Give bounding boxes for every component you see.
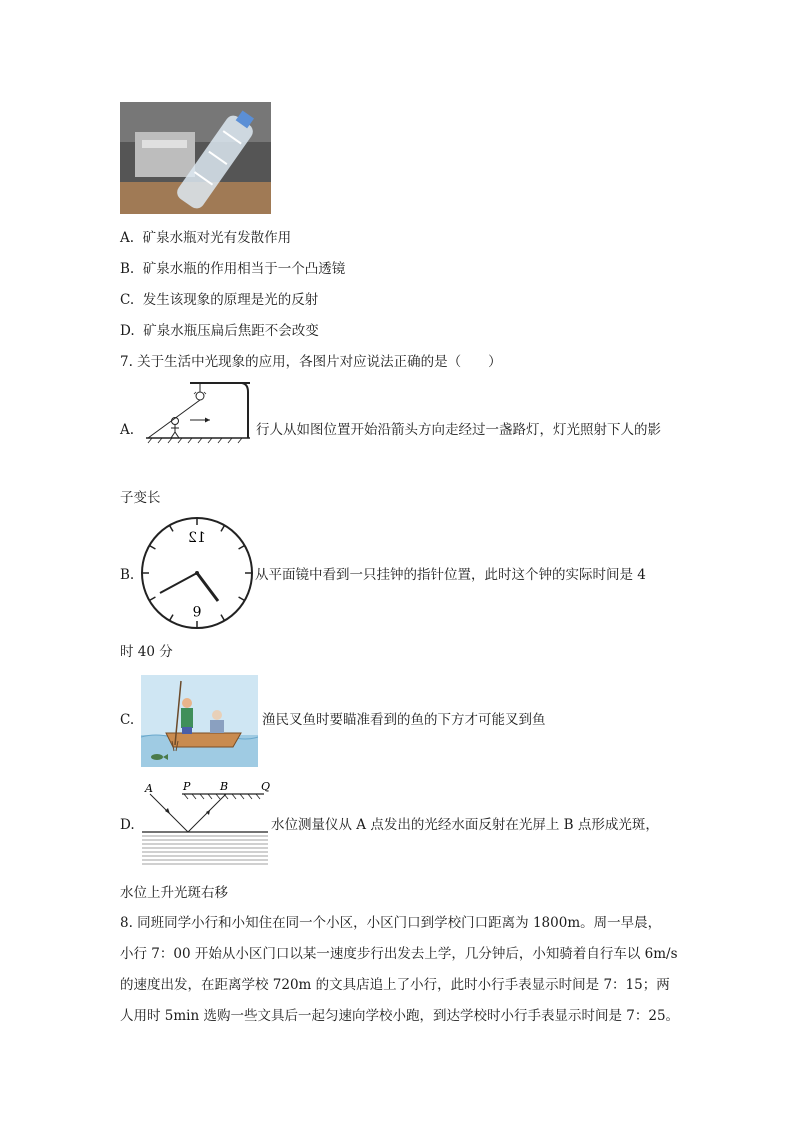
q7-option-d-label: D.: [120, 817, 135, 833]
q6-option-c: C. 发生该现象的原理是光的反射: [120, 292, 319, 308]
clock-label-12: 12: [188, 530, 206, 546]
q8-line-1: 8. 同班同学小行和小知住在同一个小区，小区门口到学校门口距离为 1800m。周一早晨，: [120, 915, 662, 931]
q7-option-d-text: 水位测量仪从 A 点发出的光经水面反射在光屏上 B 点形成光斑，: [271, 817, 659, 833]
q6-option-d: D. 矿泉水瓶压扁后焦距不会改变: [120, 323, 319, 339]
point-p-label: P: [183, 780, 191, 793]
q7-option-d-text-cont: 水位上升光斑右移: [120, 885, 228, 901]
point-q-label: Q: [261, 780, 270, 793]
q8-line-4: 人用时 5min 选购一些文具后一起匀速向学校小跑，到达学校时小行手表显示时间是 7：25。: [120, 1008, 680, 1024]
q8-line-2: 小行 7：00 开始从小区门口以某一速度步行出发去上学，几分钟后，小知骑着自行车以 6m/s: [120, 946, 678, 962]
q7-option-b-text-cont: 时 40 分: [120, 644, 173, 660]
q7-option-c-label: C.: [120, 712, 135, 728]
q6-option-a: A. 矿泉水瓶对光有发散作用: [120, 230, 292, 246]
q7-option-a-text-cont: 子变长: [120, 490, 161, 506]
q6-option-b: B. 矿泉水瓶的作用相当于一个凸透镜: [120, 261, 346, 277]
q7-option-b-text: 从平面镜中看到一只挂钟的指针位置，此时这个钟的实际时间是 4: [255, 567, 646, 583]
q7-option-b-label: B.: [120, 567, 135, 583]
q8-line-3: 的速度出发，在距离学校 720m 的文具店追上了小行，此时小行手表显示时间是 7：15；两: [120, 977, 670, 993]
water-bottle-illustration: [120, 102, 271, 214]
point-b-label: B: [220, 780, 229, 793]
fisherman-spearing-fish-illustration: [141, 675, 258, 767]
clock-label-6: 6: [192, 602, 202, 618]
streetlight-diagram: [142, 380, 254, 445]
q7-option-a-label: A.: [120, 422, 135, 438]
point-a-label: A: [145, 782, 153, 795]
water-level-reflection-diagram: [140, 778, 270, 868]
q7-option-a-text: 行人从如图位置开始沿箭头方向走经过一盏路灯，灯光照射下人的影: [256, 422, 661, 438]
mirrored-clock-diagram: [138, 515, 256, 631]
q7-stem: 7. 关于生活中光现象的应用，各图片对应说法正确的是（ ）: [120, 354, 502, 370]
water-bottle-photo: [120, 102, 271, 214]
q7-option-c-text: 渔民叉鱼时要瞄准看到的鱼的下方才可能叉到鱼: [262, 712, 546, 728]
